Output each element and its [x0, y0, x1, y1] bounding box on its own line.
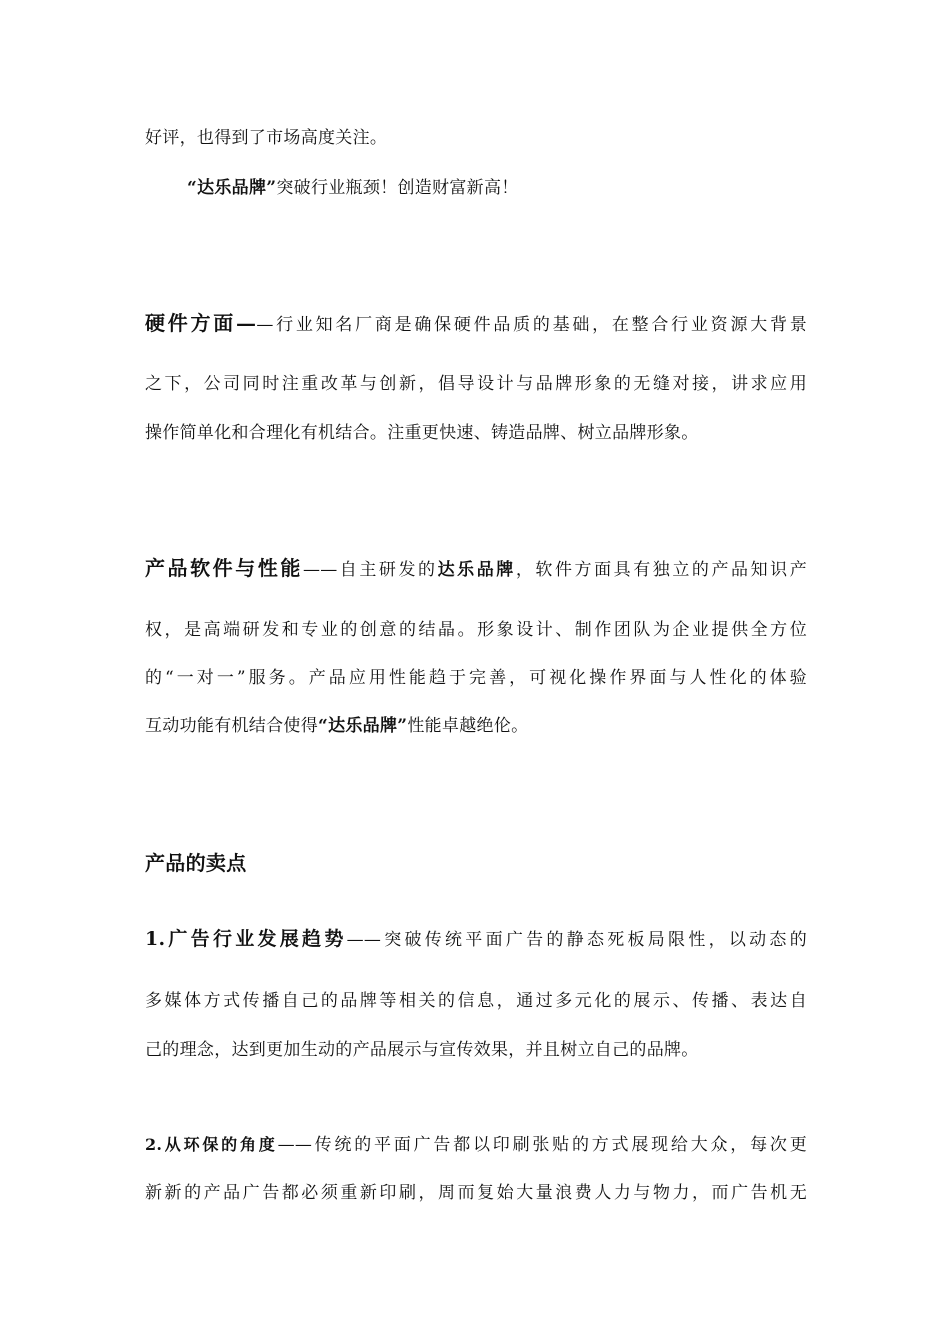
point1-text-1: ——突破传统平面广告的静态死板局限性，以动态的	[346, 930, 807, 950]
slogan-line	[187, 176, 519, 200]
software-text-1a: ——自主研发的	[302, 560, 438, 580]
intro-line	[145, 126, 807, 150]
hardware-paragraph-line-3	[145, 421, 807, 445]
software-text-4a: 互动功能有机结合使得	[145, 716, 318, 736]
hardware-paragraph-line-2	[145, 372, 807, 396]
selling-points-heading: 产品的卖点	[145, 851, 247, 875]
point1-line-1	[145, 927, 807, 952]
hardware-text-3: 操作简单化和合理化有机结合。注重更快速、铸造品牌、树立品牌形象。	[145, 423, 699, 443]
point2-text-1: ——传统的平面广告都以印刷张贴的方式展现给大众，每次更	[277, 1135, 807, 1155]
selling-points-heading-line	[145, 851, 807, 877]
point2-line-1	[145, 1133, 807, 1157]
software-text-1b: ，软件方面具有独立的产品知识产	[515, 560, 808, 580]
point1-text-2: 多媒体方式传播自己的品牌等相关的信息，通过多元化的展示、传播、表达自	[145, 991, 807, 1011]
software-brand: 达乐品牌	[437, 560, 516, 580]
software-paragraph-line-1	[145, 556, 807, 582]
point1-heading: 1.广告行业发展趋势	[145, 928, 347, 950]
software-paragraph-line-3	[145, 666, 807, 690]
point2-heading: 2.从环保的角度	[145, 1135, 278, 1154]
software-text-4b: 性能卓越绝伦。	[407, 716, 529, 736]
point1-text-3: 己的理念，达到更加生动的产品展示与宣传效果，并且树立自己的品牌。	[145, 1040, 699, 1060]
hardware-text-2: 之下，公司同时注重改革与创新，倡导设计与品牌形象的无缝对接，讲求应用	[145, 374, 807, 394]
point2-text-2: 新新的产品广告都必须重新印刷，周而复始大量浪费人力与物力，而广告机无	[145, 1183, 807, 1203]
software-text-2: 权，是高端研发和专业的创意的结晶。形象设计、制作团队为企业提供全方位	[145, 620, 807, 640]
point1-line-2	[145, 989, 807, 1013]
software-paragraph-line-2	[145, 618, 807, 642]
slogan-text: 突破行业瓶颈！创造财富新高！	[276, 178, 519, 198]
intro-text: 好评，也得到了市场高度关注。	[145, 128, 388, 148]
point1-line-3	[145, 1038, 807, 1062]
software-brand-quoted: “达乐品牌”	[318, 716, 408, 736]
software-text-3: 的“一对一”服务。产品应用性能趋于完善，可视化操作界面与人性化的体验	[145, 668, 807, 688]
hardware-paragraph-line-1	[145, 311, 807, 337]
software-heading: 产品软件与性能	[145, 556, 303, 580]
software-paragraph-line-4	[145, 714, 807, 738]
hardware-text-1: —行业知名厂商是确保硬件品质的基础，在整合行业资源大背景	[256, 315, 808, 335]
slogan-brand: “达乐品牌”	[187, 178, 277, 198]
point2-line-2	[145, 1181, 807, 1205]
hardware-heading: 硬件方面—	[145, 311, 257, 335]
